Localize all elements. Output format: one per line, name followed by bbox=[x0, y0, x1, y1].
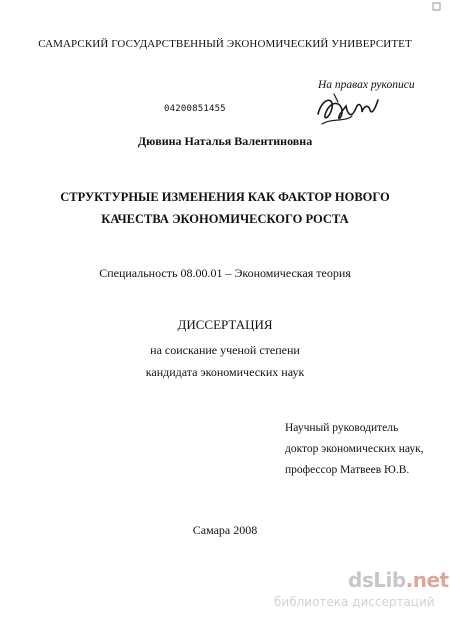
supervisor-label: Научный руководитель bbox=[285, 422, 399, 434]
author-name: Дювина Наталья Валентиновна bbox=[137, 134, 313, 148]
signature-icon bbox=[312, 88, 380, 132]
specialty-line: Специальность 08.00.01 – Экономическая теория bbox=[99, 266, 351, 280]
corner-mark-icon bbox=[432, 2, 442, 12]
title-line-1: СТРУКТУРНЫЕ ИЗМЕНЕНИЯ КАК ФАКТОР НОВОГО bbox=[60, 190, 390, 204]
degree-line-1: на соискание ученой степени bbox=[150, 343, 300, 357]
supervisor-name: профессор Матвеев Ю.В. bbox=[285, 464, 410, 476]
supervisor-degree: доктор экономических наук, bbox=[285, 443, 424, 455]
document-type: ДИССЕРТАЦИЯ bbox=[177, 317, 273, 332]
supervisor-block bbox=[285, 418, 424, 481]
watermark-stamp bbox=[274, 568, 449, 614]
manuscript-rights-note: На правах рукописи bbox=[318, 79, 415, 91]
degree-line-2: кандидата экономических наук bbox=[145, 365, 305, 379]
watermark-subtitle: библиотека диссертаций bbox=[274, 595, 435, 609]
dissertation-title bbox=[0, 186, 450, 230]
degree-description bbox=[0, 339, 450, 383]
watermark-logo: dsLib.net bbox=[348, 568, 449, 592]
city-year: Самара 2008 bbox=[192, 523, 258, 537]
title-line-2: КАЧЕСТВА ЭКОНОМИЧЕСКОГО РОСТА bbox=[101, 212, 349, 226]
library-barcode-number: 04200851455 bbox=[164, 104, 226, 114]
university-name: САМАРСКИЙ ГОСУДАРСТВЕННЫЙ ЭКОНОМИЧЕСКИЙ УНИВЕРСИТЕТ bbox=[38, 38, 412, 50]
